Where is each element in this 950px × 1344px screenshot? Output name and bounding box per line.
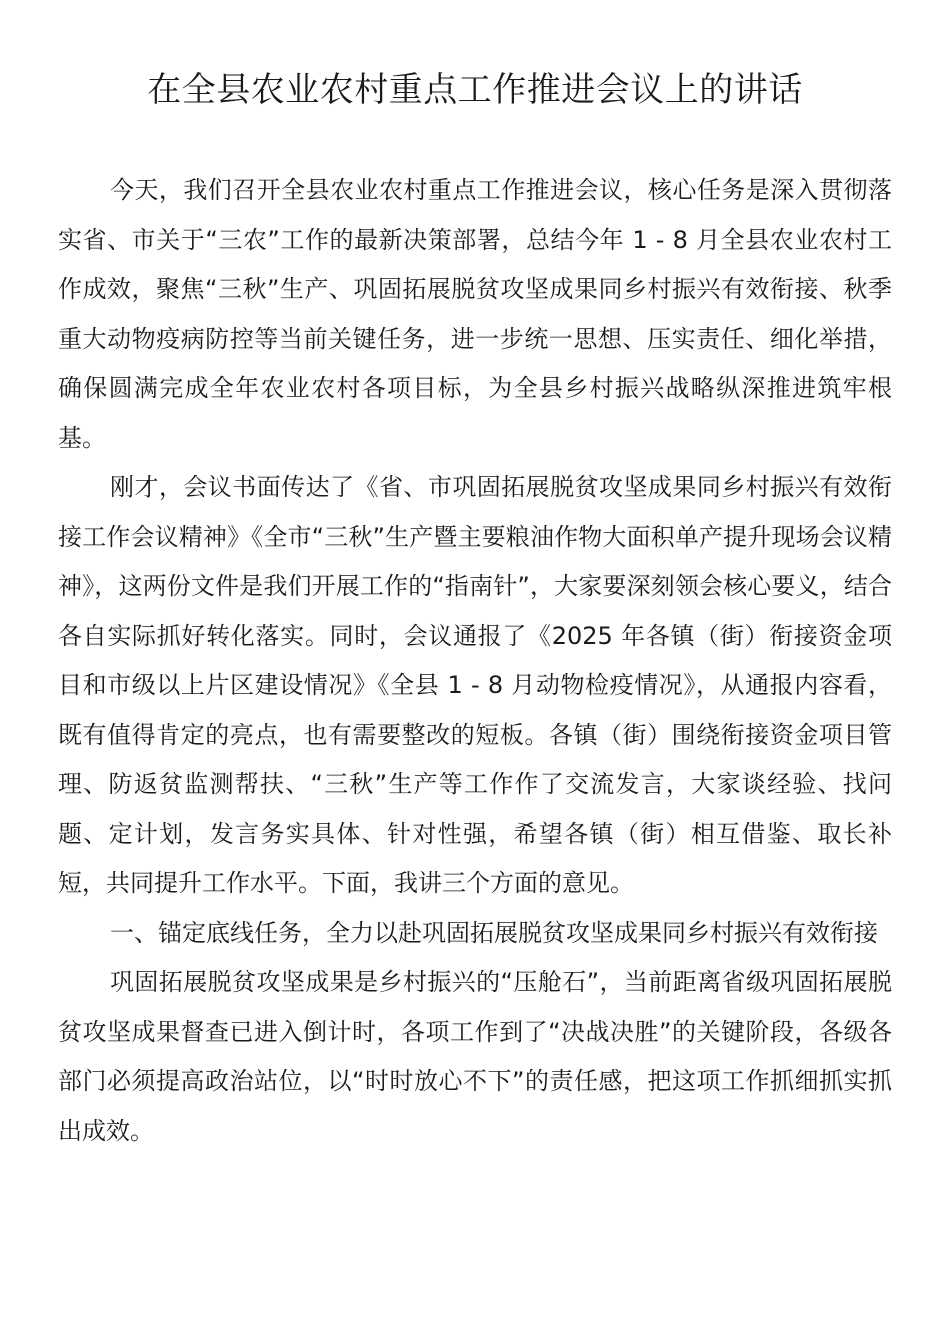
document-body [58, 166, 892, 1156]
paragraph-meeting-summary: 刚才，会议书面传达了《省、市巩固拓展脱贫攻坚成果同乡村振兴有效衔接工作会议精神》《全市“三秋”生产暨主要粮油作物大面积单产提升现场会议精神》，这两份文件是我们开展工作的“指南针”，大家要深刻领会核心要义，结合各自实际抓好转化落实。同时，会议通报了《2025 年各镇（街）衔接资金项目和市级以上片区建设情况》《全县 1 - 8 月动物检疫情况》，从通报内容看，既有值得肯定的亮点，也有需要整改的短板。各镇（街）围绕衔接资金项目管理、防返贫监测帮扶、“三秋”生产等工作作了交流发言，大家谈经验、找问题、定计划，发言务实具体、针对性强，希望各镇（街）相互借鉴、取长补短，共同提升工作水平。下面，我讲三个方面的意见。 [58, 473, 892, 897]
document-title: 在全县农业农村重点工作推进会议上的讲话 [147, 70, 803, 110]
paragraph-section-1: 巩固拓展脱贫攻坚成果是乡村振兴的“压舱石”，当前距离省级巩固拓展脱贫攻坚成果督查已进入倒计时，各项工作到了“决战决胜”的关键阶段，各级各部门必须提高政治站位，以“时时放心不下”的责任感，把这项工作抓细抓实抓出成效。 [58, 968, 892, 1145]
section-heading-1: 一、锚定底线任务，全力以赴巩固拓展脱贫攻坚成果同乡村振兴有效衔接 [110, 918, 878, 947]
paragraph-intro: 今天，我们召开全县农业农村重点工作推进会议，核心任务是深入贯彻落实省、市关于“三农”工作的最新决策部署，总结今年 1 - 8 月全县农业农村工作成效，聚焦“三秋”生产、巩固拓展脱贫攻坚成果同乡村振兴有效衔接、秋季重大动物疫病防控等当前关键任务，进一步统一思想、压实责任、细化举措，确保圆满完成全年农业农村各项目标，为全县乡村振兴战略纵深推进筑牢根基。 [58, 176, 892, 452]
